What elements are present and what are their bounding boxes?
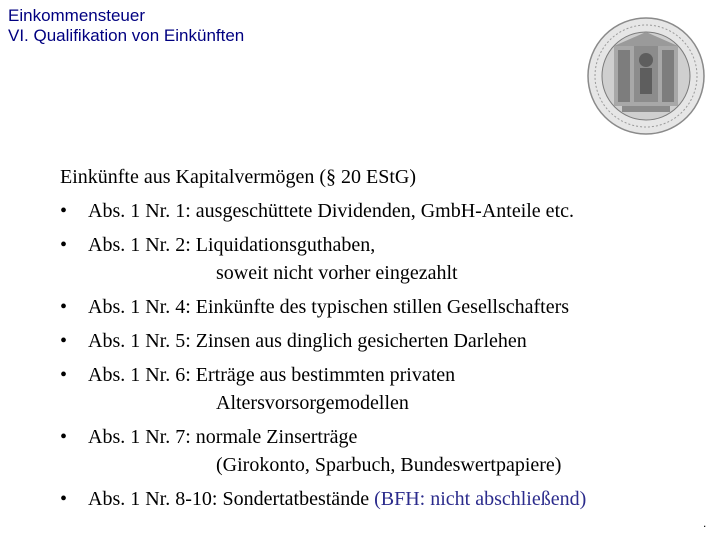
bullet-icon: • bbox=[60, 488, 68, 510]
list-item bbox=[60, 228, 710, 262]
bullet-icon: • bbox=[60, 200, 68, 222]
slide-subtitle: VI. Qualifikation von Einkünften bbox=[8, 26, 245, 45]
list-item-text: Abs. 1 Nr. 7: normale Zinserträge bbox=[88, 426, 358, 448]
list-item bbox=[60, 324, 710, 358]
list-item-note: (BFH: nicht abschließend) bbox=[374, 488, 587, 510]
list-item bbox=[60, 420, 710, 454]
list-item-continuation: Altersvorsorgemodellen bbox=[216, 392, 409, 414]
list-item-continuation: soweit nicht vorher eingezahlt bbox=[216, 262, 458, 284]
bullet-icon: • bbox=[60, 330, 68, 352]
list-item-text: Abs. 1 Nr. 5: Zinsen aus dinglich gesicherten Darlehen bbox=[88, 330, 527, 352]
list-item bbox=[60, 482, 710, 516]
list-item-text: Abs. 1 Nr. 6: Erträge aus bestimmten privaten bbox=[88, 364, 456, 386]
slide-content bbox=[60, 160, 710, 516]
list-item-text: Abs. 1 Nr. 1: ausgeschüttete Dividenden, GmbH-Anteile etc. bbox=[88, 200, 574, 222]
bullet-icon: • bbox=[60, 426, 68, 448]
list-item-continuation: (Girokonto, Sparbuch, Bundeswertpapiere) bbox=[216, 454, 562, 476]
footer-dot: . bbox=[703, 516, 707, 530]
list-item bbox=[60, 358, 710, 392]
list-item-text: Abs. 1 Nr. 8-10: Sondertatbestände bbox=[88, 488, 370, 510]
slide-title: Einkommensteuer bbox=[8, 6, 146, 25]
content-heading: Einkünfte aus Kapitalvermögen (§ 20 EStG) bbox=[60, 166, 417, 188]
bullet-icon: • bbox=[60, 364, 68, 386]
bullet-icon: • bbox=[60, 234, 68, 256]
university-seal-icon bbox=[586, 16, 706, 136]
list-item bbox=[60, 194, 710, 228]
slide-header bbox=[8, 6, 244, 46]
list-item-text: Abs. 1 Nr. 2: Liquidationsguthaben, bbox=[88, 234, 376, 256]
list-item bbox=[60, 290, 710, 324]
bullet-icon: • bbox=[60, 296, 68, 318]
list-item-text: Abs. 1 Nr. 4: Einkünfte des typischen stillen Gesellschafters bbox=[88, 296, 570, 318]
